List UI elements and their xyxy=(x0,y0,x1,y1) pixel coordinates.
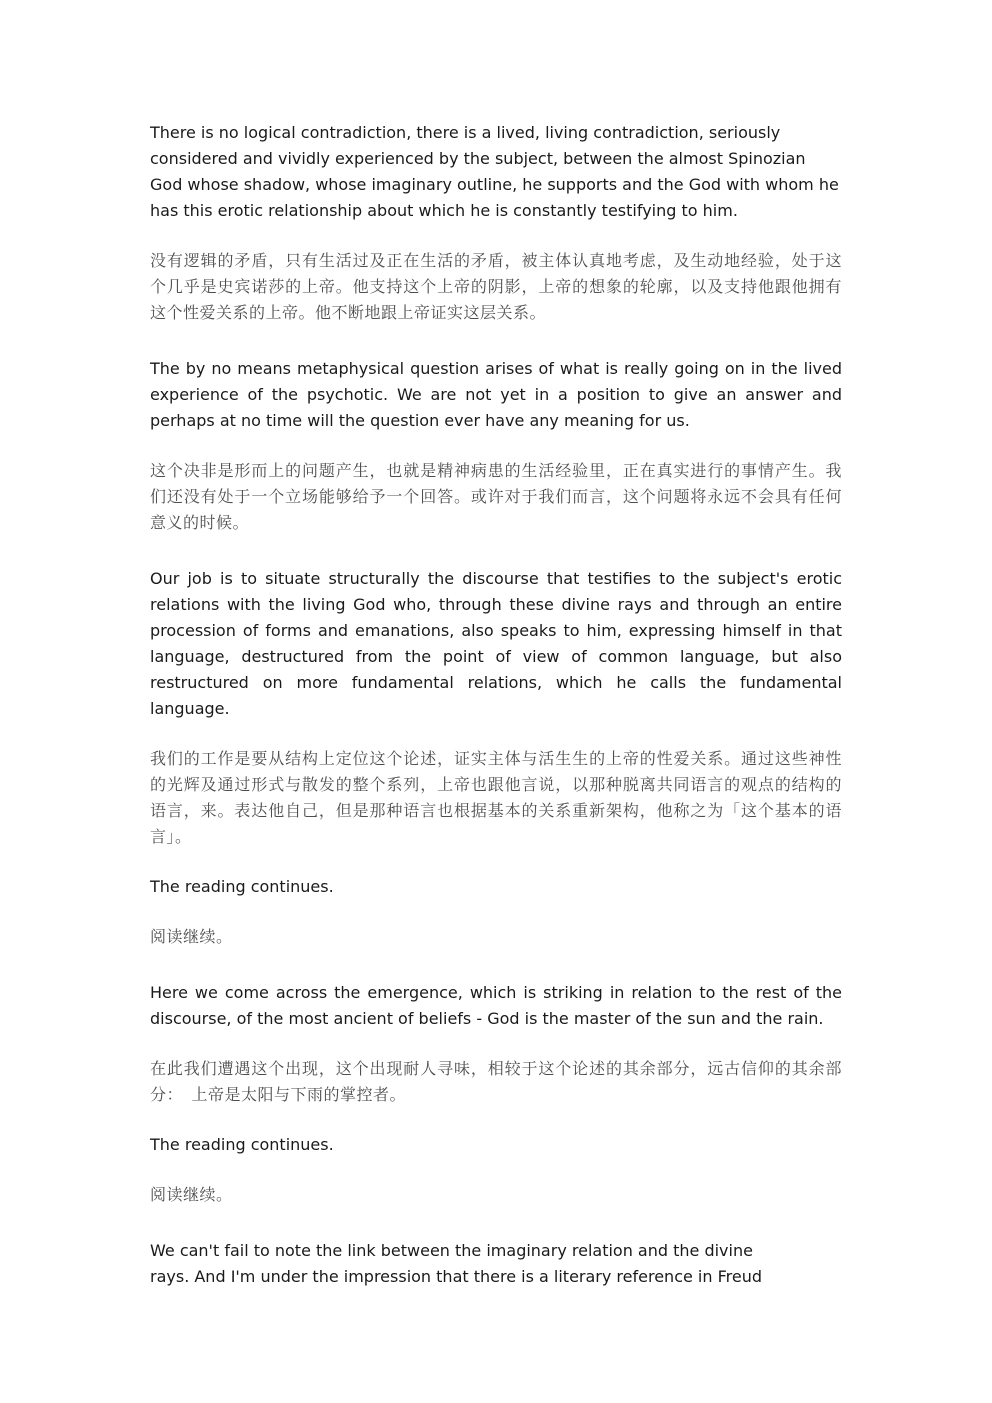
paragraph-zh-2: 这个决非是形而上的问题产生，也就是精神病患的生活经验里，正在真实进行的事情产生。我们还没有处于一个立场能够给予一个回答。或许对于我们而言，这个问题将永远不会具有任何意义的时候。 xyxy=(150,461,842,532)
paragraph-en-2: The by no means metaphysical question arises of what is really going on in the lived experience of the psychotic. We are not yet in a position to give an answer and perhaps at no time will the question ever have any meaning for us. xyxy=(150,359,842,430)
paragraph-en-7 xyxy=(150,1238,842,1290)
paragraph-zh-1: 没有逻辑的矛盾，只有生活过及正在生活的矛盾，被主体认真地考虑，及生动地经验，处于这个几乎是史宾诺莎的上帝。他支持这个上帝的阴影，上帝的想象的轮廓，以及支持他跟他拥有这个性爱关系的上帝。他不断地跟上帝证实这层关系。 xyxy=(150,251,842,322)
document-page xyxy=(150,120,842,1290)
paragraph-zh-3: 我们的工作是要从结构上定位这个论述，证实主体与活生生的上帝的性爱关系。通过这些神性的光辉及通过形式与散发的整个系列，上帝也跟他言说，以那种脱离共同语言的观点的结构的语言，来。表达他自己，但是那种语言也根据基本的关系重新架构，他称之为「这个基本的语言」。 xyxy=(150,749,842,846)
paragraph-zh-4: 阅读继续。 xyxy=(150,927,233,946)
paragraph-line: rays. And I'm under the impression that there is a literary reference in Freud xyxy=(150,1267,762,1286)
paragraph-zh-6: 阅读继续。 xyxy=(150,1185,233,1204)
paragraph-line: We can't fail to note the link between the imaginary relation and the divine xyxy=(150,1241,753,1260)
paragraph-line: There is no logical contradiction, there is a lived, living contradiction, seriously considered and vividly experienced by the subject, between the almost Spinozian xyxy=(150,123,806,168)
paragraph-en-6: The reading continues. xyxy=(150,1135,334,1154)
paragraph-en-1 xyxy=(150,120,842,224)
paragraph-en-5: Here we come across the emergence, which is striking in relation to the rest of the discourse, of the most ancient of beliefs - God is the master of the sun and the rain. xyxy=(150,983,842,1028)
paragraph-en-3: Our job is to situate structurally the discourse that testifies to the subject's erotic relations with the living God who, through these divine rays and through an entire procession of forms and emanations, also speaks to him, expressing himself in that language, destructured from the point of view of common language, but also restructured on more fundamental relations, which he calls the fundamental language. xyxy=(150,569,842,718)
paragraph-line: God whose shadow, whose imaginary outline, he supports and the God with whom he has this erotic relationship about which he is constantly testifying to him. xyxy=(150,175,839,220)
paragraph-en-4: The reading continues. xyxy=(150,877,334,896)
paragraph-zh-5: 在此我们遭遇这个出现，这个出现耐人寻味，相较于这个论述的其余部分，远古信仰的其余部分： 上帝是太阳与下雨的掌控者。 xyxy=(150,1059,842,1104)
